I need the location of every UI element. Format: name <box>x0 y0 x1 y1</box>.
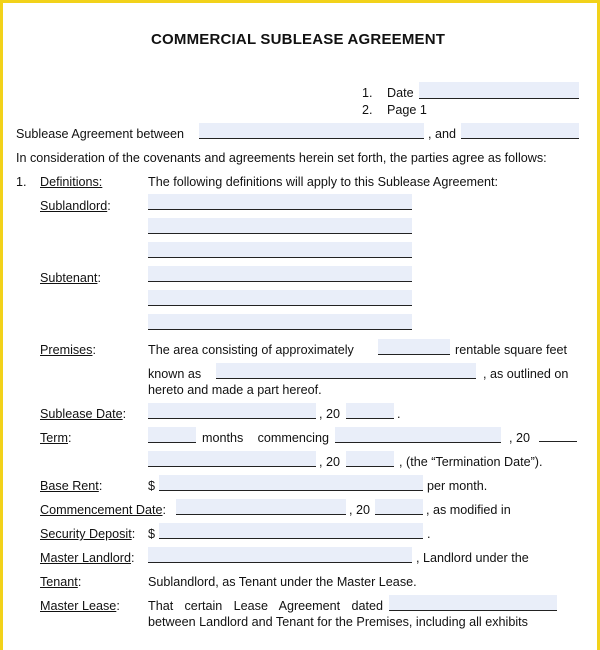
subtenant-line-1[interactable] <box>148 266 412 282</box>
sublease-date-year-field[interactable] <box>346 403 394 419</box>
consideration-text: In consideration of the covenants and agreements herein set forth, the parties agree as follows: <box>16 151 547 165</box>
termination-date-field[interactable] <box>148 451 316 467</box>
commencement-modified-text: , as modified in <box>426 503 511 517</box>
date-number: 1. <box>362 86 373 100</box>
master-landlord-text: , Landlord under the <box>416 551 529 565</box>
commencement-year-prefix: , 20 <box>349 503 371 517</box>
page-number-index: 2. <box>362 103 373 117</box>
base-rent-field[interactable] <box>159 475 423 491</box>
term-start-year-field[interactable] <box>539 441 577 442</box>
term-months-field[interactable] <box>148 427 196 443</box>
premises-text-2: rentable square feet <box>455 343 568 357</box>
sublandlord-label: Sublandlord: <box>40 199 111 213</box>
base-rent-currency: $ <box>148 479 156 493</box>
sublease-date-year-prefix: , 20 <box>319 407 341 421</box>
section-number: 1. <box>16 175 27 189</box>
security-deposit-period: . <box>427 527 431 541</box>
tenant-label: Tenant: <box>40 575 82 589</box>
square-feet-field[interactable] <box>378 339 450 355</box>
term-start-field[interactable] <box>335 427 501 443</box>
party-one-field[interactable] <box>199 123 424 139</box>
agreement-between-label: Sublease Agreement between <box>16 127 185 141</box>
subtenant-line-2[interactable] <box>148 290 412 306</box>
premises-text-4: , as outlined on <box>483 367 569 381</box>
master-lease-date-field[interactable] <box>389 595 557 611</box>
document-title: COMMERCIAL SUBLEASE AGREEMENT <box>151 31 446 48</box>
base-rent-label: Base Rent: <box>40 479 103 493</box>
party-two-field[interactable] <box>461 123 579 139</box>
termination-date-text: , (the “Termination Date”). <box>399 455 543 469</box>
termination-year-prefix: , 20 <box>319 455 341 469</box>
master-lease-text-2: between Landlord and Tenant for the Premises, including all exhibits <box>148 615 528 629</box>
subtenant-line-3[interactable] <box>148 314 412 330</box>
tenant-text: Sublandlord, as Tenant under the Master Lease. <box>148 575 417 589</box>
master-lease-label: Master Lease: <box>40 599 120 613</box>
base-rent-period: per month. <box>427 479 488 493</box>
commencement-date-field[interactable] <box>176 499 346 515</box>
termination-year-field[interactable] <box>346 451 394 467</box>
sublease-date-field[interactable] <box>148 403 316 419</box>
sublease-date-period: . <box>397 407 401 421</box>
definitions-heading: Definitions: <box>40 175 103 189</box>
term-months-text: months commencing <box>202 431 329 445</box>
definitions-intro: The following definitions will apply to this Sublease Agreement: <box>148 175 499 189</box>
master-lease-text-1: That certain Lease Agreement dated <box>148 599 383 613</box>
page-label: Page 1 <box>387 103 427 117</box>
premises-label: Premises: <box>40 343 96 357</box>
sublandlord-line-1[interactable] <box>148 194 412 210</box>
security-deposit-label: Security Deposit: <box>40 527 136 541</box>
and-label: , and <box>428 127 457 141</box>
premises-text-1: The area consisting of approximately <box>148 343 354 357</box>
commencement-year-field[interactable] <box>375 499 423 515</box>
security-deposit-currency: $ <box>148 527 156 541</box>
premises-text-5: hereto and made a part hereof. <box>148 383 322 397</box>
subtenant-label: Subtenant: <box>40 271 101 285</box>
sublandlord-line-2[interactable] <box>148 218 412 234</box>
master-landlord-label: Master Landlord: <box>40 551 135 565</box>
sublandlord-line-3[interactable] <box>148 242 412 258</box>
document-page <box>3 3 597 650</box>
premises-text-3: known as <box>148 367 202 381</box>
term-label: Term: <box>40 431 72 445</box>
sublease-date-label: Sublease Date: <box>40 407 127 421</box>
date-field[interactable] <box>419 82 579 99</box>
security-deposit-field[interactable] <box>159 523 423 539</box>
commencement-date-label: Commencement Date: <box>40 503 166 517</box>
term-start-year-prefix: , 20 <box>509 431 531 445</box>
premises-outlined-field[interactable] <box>216 363 476 379</box>
master-landlord-field[interactable] <box>148 547 412 563</box>
date-label: Date <box>387 86 414 100</box>
